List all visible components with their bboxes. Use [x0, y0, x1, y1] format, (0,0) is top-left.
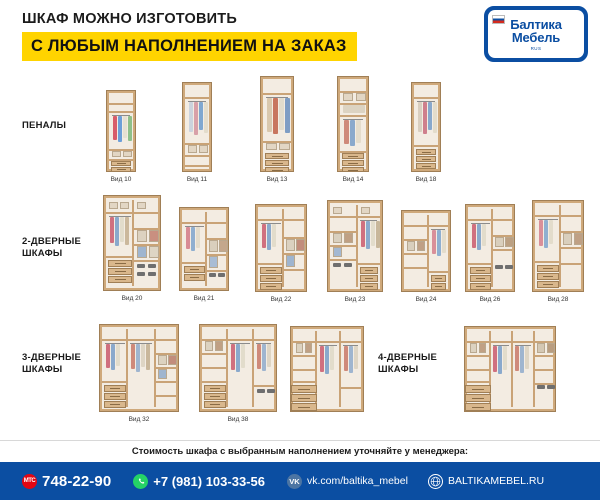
wardrobe-unit[interactable]	[196, 324, 280, 423]
wardrobe-unit[interactable]	[104, 90, 138, 183]
unit-caption: Вид 21	[193, 295, 215, 302]
section-label-3door	[22, 352, 81, 376]
header-line2-highlight: С ЛЮБЫМ НАПОЛНЕНИЕМ НА ЗАКАЗ	[22, 32, 357, 61]
wardrobe-unit[interactable]	[258, 76, 296, 183]
unit-caption: Вид 23	[344, 296, 366, 303]
unit-caption: Вид 26	[479, 296, 501, 303]
footer-contact-bar	[0, 462, 600, 500]
vk-icon: VK	[287, 474, 302, 489]
section-label-4door	[378, 352, 437, 376]
footer-note: Стоимость шкафа с выбранным наполнением уточняйте у менеджера:	[0, 440, 600, 462]
wardrobe-unit[interactable]	[334, 76, 372, 183]
section-label-4door-line2: ШКАФЫ	[378, 364, 419, 375]
unit-caption: Вид 38	[227, 416, 249, 423]
unit-caption: Вид 32	[128, 416, 150, 423]
mts-logo-icon: МТС	[22, 474, 37, 489]
wardrobe-unit[interactable]	[252, 204, 310, 303]
wardrobe-unit[interactable]	[408, 82, 444, 183]
unit-caption: Вид 24	[415, 296, 437, 303]
wardrobe-unit[interactable]	[176, 207, 232, 302]
section-label-4door-line1: 4-ДВЕРНЫЕ	[378, 352, 438, 363]
unit-caption: Вид 20	[121, 295, 143, 302]
section-label-2door-line2: ШКАФЫ	[22, 248, 63, 259]
wardrobe-unit[interactable]	[398, 210, 454, 303]
brand-logo	[484, 6, 588, 62]
section-label-3door-line1: 3-ДВЕРНЫЕ	[22, 352, 82, 363]
section-label-3door-line2: ШКАФЫ	[22, 364, 63, 375]
website-link[interactable]	[428, 474, 544, 489]
unit-caption: Вид 22	[270, 296, 292, 303]
phone-whatsapp[interactable]	[133, 474, 265, 489]
wardrobe-unit[interactable]	[528, 200, 588, 303]
phone-mts[interactable]	[22, 473, 111, 490]
unit-caption: Вид 13	[266, 176, 288, 183]
header-line1: ШКАФ МОЖНО ИЗГОТОВИТЬ	[22, 11, 237, 27]
wardrobe-unit[interactable]	[180, 82, 214, 183]
wardrobe-unit[interactable]	[324, 200, 386, 303]
wardrobe-unit[interactable]	[100, 195, 164, 302]
whatsapp-icon	[133, 474, 148, 489]
logo-subtitle: RUS	[530, 45, 542, 51]
section-label-2door	[22, 236, 81, 260]
wardrobe-unit[interactable]	[96, 324, 182, 423]
logo-name-line2: Мебель	[511, 29, 561, 45]
section-label-penaly: ПЕНАЛЫ	[22, 120, 67, 131]
phone-number-primary[interactable]: 748-22-90	[42, 472, 112, 490]
logo-name-line1: Балтика	[510, 16, 562, 32]
wardrobe-unit[interactable]	[286, 326, 368, 412]
unit-caption: Вид 14	[342, 176, 364, 183]
unit-caption: Вид 11	[186, 176, 208, 183]
section-label-2door-line1: 2-ДВЕРНЫЕ	[22, 236, 82, 247]
unit-caption: Вид 28	[547, 296, 569, 303]
vk-url[interactable]: vk.com/baltika_mebel	[306, 475, 408, 487]
russian-flag-icon	[492, 15, 505, 24]
unit-caption: Вид 10	[110, 176, 132, 183]
wardrobe-unit[interactable]	[462, 204, 518, 303]
phone-number-secondary[interactable]: +7 (981) 103-33-56	[153, 473, 265, 489]
header	[0, 0, 600, 68]
website-url[interactable]: BALTIKAMEBEL.RU	[447, 475, 545, 487]
vk-link[interactable]	[287, 474, 408, 489]
wardrobe-unit[interactable]	[462, 326, 558, 412]
unit-caption: Вид 18	[415, 176, 437, 183]
globe-icon	[428, 474, 443, 489]
